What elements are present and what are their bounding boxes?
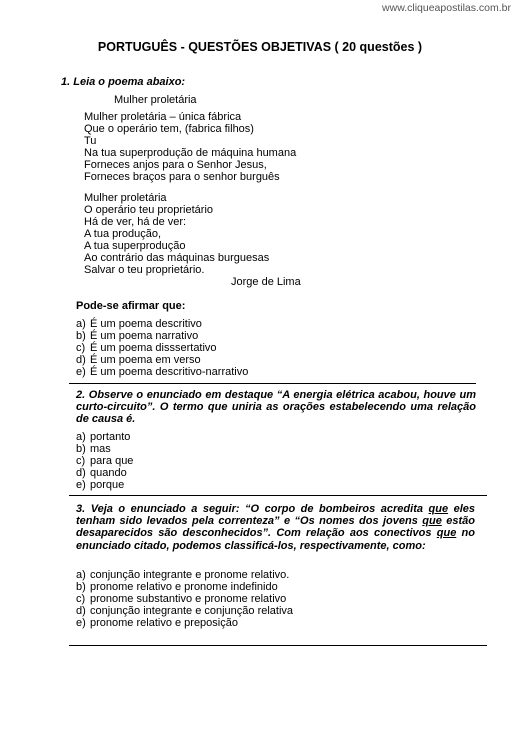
option-letter: b) [76,330,86,342]
poem-line: A tua produção, [84,228,162,240]
option-d [76,354,248,366]
poem-stanza-2 [84,192,269,276]
question-2-text: 2. Observe o enunciado em destaque “A energia elétrica acabou, houve um curto-circuito”. O termo que uniria as orações estabelecendo uma relação de causa é. [76,389,476,426]
page-title: PORTUGUÊS - QUESTÕES OBJETIVAS ( 20 questões ) [97,40,423,54]
question-3-text-part: eles tenham sido levados pela correnteza” e “Os nomes dos jovens [76,503,475,528]
poem-line: Que o operário tem, (fabrica filhos) [84,123,254,135]
option-letter: c) [76,593,86,605]
site-url: www.cliqueapostilas.com.br [382,2,511,14]
poem-line: Salvar o teu proprietário. [84,264,205,276]
poem-line: Na tua superprodução de máquina humana [84,147,297,159]
option-text: conjunção integrante e pronome relativo. [90,569,290,581]
option-text: É um poema disssertativo [90,342,217,354]
question-3-text [76,503,475,552]
poem-line: Mulher proletária [84,192,167,204]
option-text: pronome relativo e pronome indefinido [90,581,278,593]
divider [69,645,487,646]
poem-line: Há de ver, há de ver: [84,216,187,228]
option-c [76,342,248,354]
option-text: É um poema descritivo [90,318,202,330]
question-3-text-part: no enunciado citado, podemos classificá-los, respectivamente, como: [76,527,475,552]
poem-stanza-1 [84,111,296,183]
poem-line: Forneces anjos para o Senhor Jesus, [84,159,267,171]
option-text: mas [90,443,111,455]
option-c [76,593,293,605]
option-letter: a) [76,569,86,581]
option-text: É um poema descritivo-narrativo [90,366,249,378]
option-text: portanto [90,431,131,443]
option-letter: d) [76,605,86,617]
poem-author: Jorge de Lima [231,276,301,288]
option-letter: d) [76,354,86,366]
option-letter: e) [76,617,86,629]
poem-line: Tu [84,135,97,147]
option-c [76,455,133,467]
option-e [76,617,293,629]
option-text: quando [90,467,127,479]
option-text: É um poema narrativo [90,330,199,342]
option-text: É um poema em verso [90,354,201,366]
option-letter: c) [76,342,86,354]
poem-line: Mulher proletária – única fábrica [84,111,242,123]
question-1-prompt: Pode-se afirmar que: [76,300,186,312]
divider [69,495,487,496]
option-letter: b) [76,443,86,455]
option-text: conjunção integrante e conjunção relativa [90,605,294,617]
option-letter: e) [76,479,86,491]
question-1-heading: 1. Leia o poema abaixo: [61,76,186,88]
option-d [76,467,133,479]
poem-line: Ao contrário das máquinas burguesas [84,252,270,264]
question-3-text-part: estão desaparecidos são desconhecidos”. Com relação aos conectivos [76,515,475,540]
divider [69,383,476,384]
option-text: pronome relativo e preposição [90,617,238,629]
question-3-text-part: 3. Veja o enunciado a seguir: “O corpo de bombeiros acredita [76,503,429,515]
underlined-conjunction: que [428,503,449,515]
underlined-conjunction: que [422,515,442,528]
option-text: para que [90,455,134,467]
option-text: pronome substantivo e pronome relativo [90,593,287,605]
question-1-options [76,318,248,378]
poem-line: O operário teu proprietário [84,204,214,216]
poem-line: Forneces braços para o senhor burguês [84,171,280,183]
option-b [76,443,133,455]
option-letter: a) [76,318,86,330]
poem-line: A tua superprodução [84,240,186,252]
underlined-conjunction: que [436,527,457,540]
question-2-options [76,431,133,491]
option-e [76,479,133,491]
option-a [76,318,248,330]
option-b [76,581,293,593]
option-b [76,330,248,342]
poem-title: Mulher proletária [114,94,197,106]
option-letter: d) [76,467,86,479]
option-letter: a) [76,431,86,443]
option-letter: e) [76,366,86,378]
option-e [76,366,248,378]
option-d [76,605,293,617]
option-text: porque [90,479,125,491]
option-a [76,569,293,581]
option-a [76,431,133,443]
option-letter: b) [76,581,86,593]
option-letter: c) [76,455,86,467]
question-3-options [76,569,293,629]
